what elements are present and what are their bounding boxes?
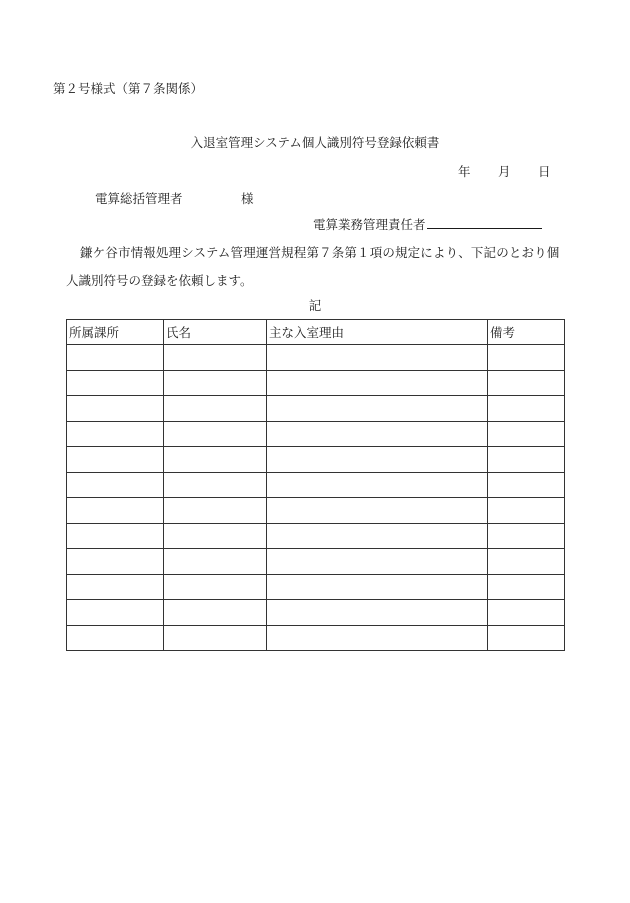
department-cell[interactable] [67,625,164,651]
name-cell[interactable] [164,574,267,600]
entry-reason-cell[interactable] [267,345,488,371]
name-cell[interactable] [164,625,267,651]
addressee: 電算総括管理者 [95,191,183,206]
remarks-cell[interactable] [488,421,565,447]
name-cell[interactable] [164,472,267,498]
entry-reason-cell[interactable] [267,370,488,396]
table-body [67,345,565,651]
remarks-cell[interactable] [488,574,565,600]
department-cell[interactable] [67,498,164,524]
remarks-cell[interactable] [488,396,565,422]
department-cell[interactable] [67,396,164,422]
remarks-cell[interactable] [488,549,565,575]
registration-table [66,319,565,651]
body-text-line-1: 鎌ケ谷市情報処理システム管理運営規程第７条第１項の規定により、下記のとおり個 [80,245,560,260]
department-cell[interactable] [67,447,164,473]
department-cell[interactable] [67,574,164,600]
form-number: 第２号様式（第７条関係） [53,81,204,96]
table-row [67,345,565,371]
header-remarks: 備考 [488,320,565,345]
name-cell[interactable] [164,345,267,371]
remarks-cell[interactable] [488,523,565,549]
entry-reason-cell[interactable] [267,396,488,422]
name-cell[interactable] [164,396,267,422]
remarks-cell[interactable] [488,625,565,651]
remarks-cell[interactable] [488,472,565,498]
entry-reason-cell[interactable] [267,549,488,575]
header-entry-reason: 主な入室理由 [267,320,488,345]
name-cell[interactable] [164,549,267,575]
table-row [67,549,565,575]
remarks-cell[interactable] [488,345,565,371]
remarks-cell[interactable] [488,498,565,524]
requester-signature-field[interactable] [427,215,542,229]
requester-line [313,215,542,233]
table-row [67,472,565,498]
department-cell[interactable] [67,600,164,626]
entry-reason-cell[interactable] [267,421,488,447]
name-cell[interactable] [164,600,267,626]
department-cell[interactable] [67,421,164,447]
entry-reason-cell[interactable] [267,523,488,549]
honorific: 様 [241,191,254,206]
table-row [67,421,565,447]
entry-reason-cell[interactable] [267,600,488,626]
entry-reason-cell[interactable] [267,472,488,498]
ki-heading: 記 [308,298,322,313]
name-cell[interactable] [164,498,267,524]
table-row [67,574,565,600]
department-cell[interactable] [67,345,164,371]
remarks-cell[interactable] [488,370,565,396]
document-title: 入退室管理システム個人識別符号登録依頼書 [190,135,440,150]
entry-reason-cell[interactable] [267,574,488,600]
requester-label: 電算業務管理責任者 [313,217,426,232]
entry-reason-cell[interactable] [267,498,488,524]
date-month-label: 月 [498,164,511,179]
entry-reason-cell[interactable] [267,625,488,651]
date-day-label: 日 [538,164,551,179]
table-row [67,625,565,651]
table-row [67,600,565,626]
header-name: 氏名 [164,320,267,345]
name-cell[interactable] [164,421,267,447]
department-cell[interactable] [67,370,164,396]
department-cell[interactable] [67,549,164,575]
table-row [67,370,565,396]
remarks-cell[interactable] [488,447,565,473]
header-department: 所属課所 [67,320,164,345]
department-cell[interactable] [67,472,164,498]
remarks-cell[interactable] [488,600,565,626]
name-cell[interactable] [164,447,267,473]
body-text-line-2: 人識別符号の登録を依頼します。 [66,273,253,288]
table-row [67,498,565,524]
name-cell[interactable] [164,523,267,549]
name-cell[interactable] [164,370,267,396]
entry-reason-cell[interactable] [267,447,488,473]
date-year-label: 年 [458,164,471,179]
table-row [67,396,565,422]
table-row [67,523,565,549]
table-row [67,447,565,473]
table-header-row [67,320,565,345]
department-cell[interactable] [67,523,164,549]
